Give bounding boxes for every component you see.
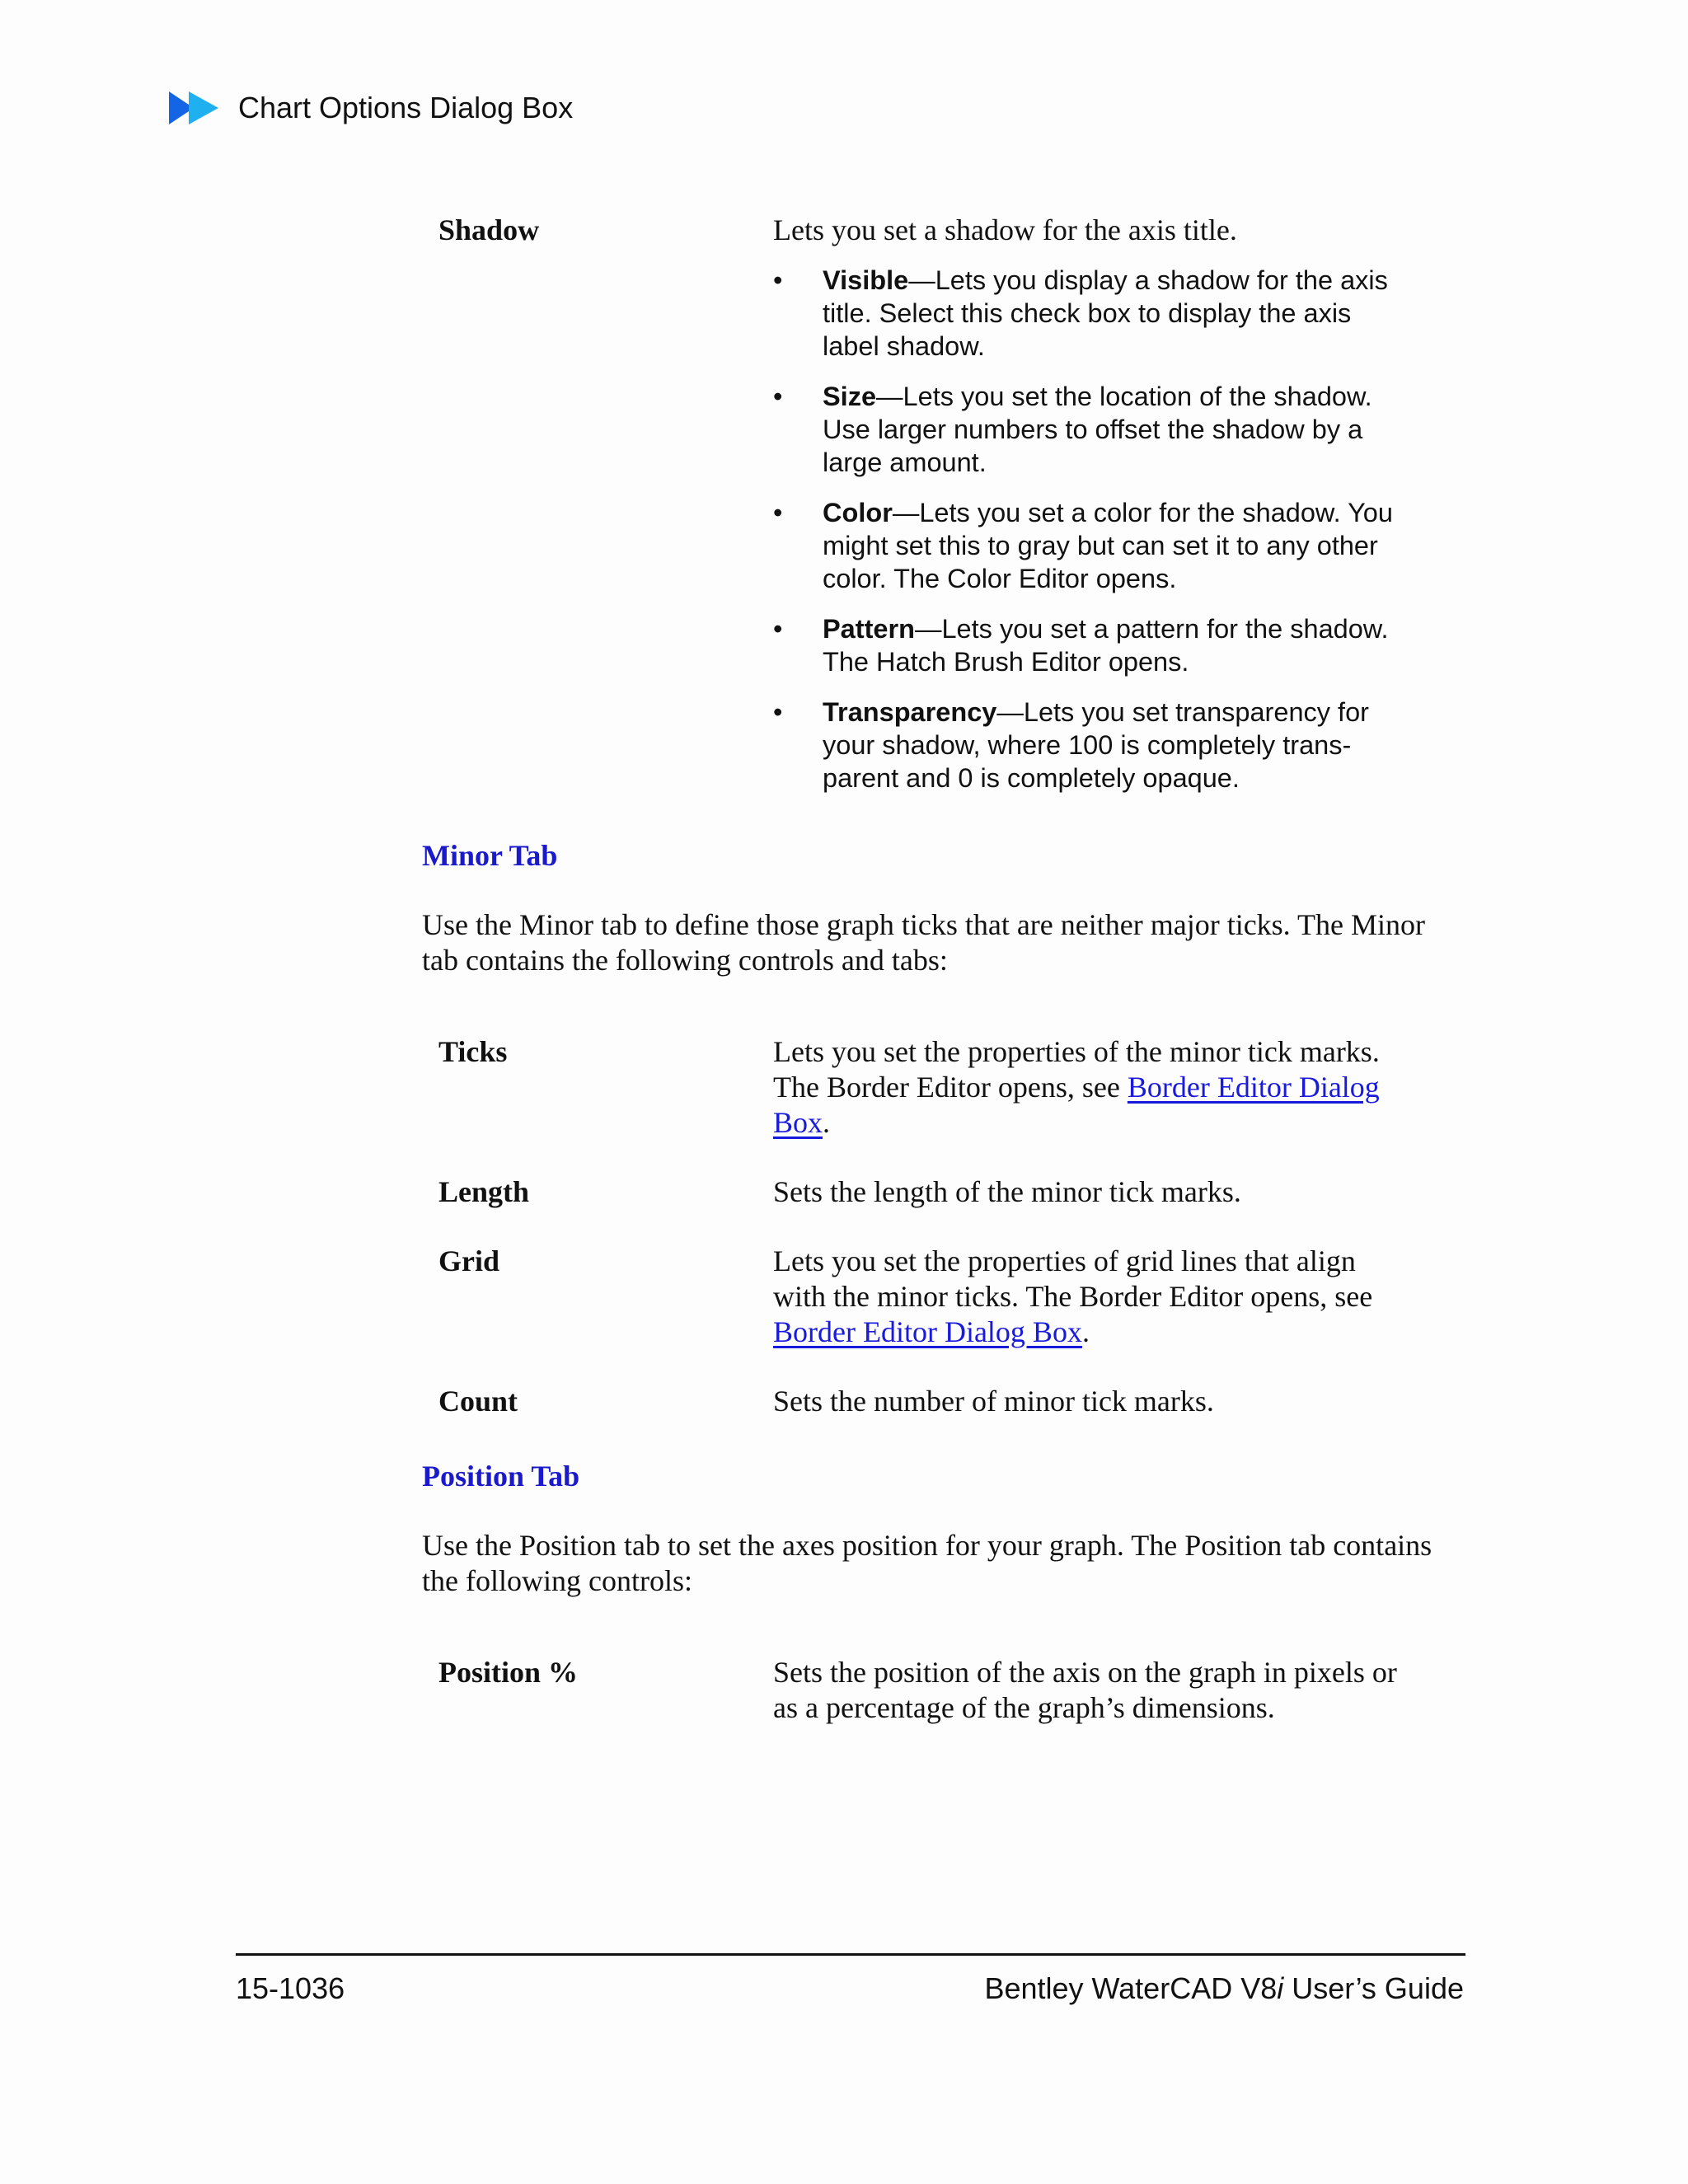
bullet-size: [773, 380, 1400, 479]
bullet-transparency-term: Transparency: [823, 697, 997, 727]
ticks-text: Lets you set the properties of the minor tick marks. The Border Editor opens, see: [773, 1035, 1380, 1104]
bullet-visible-text: —Lets you display a shadow for the axis title. Select this check box to display the axis label shadow.: [823, 265, 1388, 361]
minor-tab-heading: Minor Tab: [422, 839, 558, 872]
header-title: Chart Options Dialog Box: [238, 91, 574, 124]
term-grid: Grid: [438, 1244, 500, 1277]
grid-text-end: .: [1081, 1315, 1090, 1348]
bullet-pattern-term: Pattern: [823, 614, 915, 644]
bullet-color-text: —Lets you set a color for the shadow. You might set this to gray but can set it to any other color. The Color Editor opens.: [823, 498, 1393, 593]
bullet-dot: •: [773, 382, 783, 411]
shadow-bullet-list: [773, 264, 1400, 812]
position-tab-heading: Position Tab: [422, 1460, 580, 1493]
guide-title-italic: i: [1277, 1971, 1284, 2005]
bullet-visible: [773, 264, 1400, 363]
bullet-color-term: Color: [823, 498, 893, 527]
ticks-text-end: .: [823, 1106, 831, 1139]
position-tab-intro: Use the Position tab to set the axes position for your graph. The Position tab contains the following controls:: [422, 1529, 1432, 1597]
bullet-pattern-text: —Lets you set a pattern for the shadow. The Hatch Brush Editor opens.: [823, 614, 1389, 677]
term-length: Length: [438, 1175, 530, 1208]
position-description: Sets the position of the axis on the graph in pixels or as a percentage of the graph’s dimensions.: [773, 1656, 1397, 1724]
running-header: [169, 89, 573, 127]
bullet-visible-term: Visible: [823, 265, 909, 295]
page-number: 15-1036: [236, 1971, 345, 2005]
minor-tab-intro: Use the Minor tab to define those graph ticks that are neither major ticks. The Minor tab contains the following controls and tabs:: [422, 908, 1426, 977]
double-arrow-icon: [169, 90, 222, 126]
border-editor-link[interactable]: Border Editor Dialog Box: [773, 1315, 1082, 1348]
count-description: Sets the number of minor tick marks.: [773, 1385, 1214, 1418]
bullet-dot: •: [773, 697, 783, 727]
bullet-transparency: [773, 696, 1400, 794]
term-position: Position %: [438, 1656, 579, 1689]
bullet-transparency-text: —Lets you set transparency for your shadow, where 100 is completely transparent and 0 is completely opaque.: [823, 697, 1369, 793]
bullet-pattern: [773, 612, 1400, 678]
bullet-color: [773, 496, 1400, 595]
footer-divider: [236, 1953, 1465, 1956]
term-ticks: Ticks: [438, 1035, 508, 1068]
length-description: Sets the length of the minor tick marks.: [773, 1175, 1241, 1208]
bullet-dot: •: [773, 498, 783, 527]
guide-title: [984, 1971, 1464, 2006]
term-count: Count: [438, 1385, 518, 1418]
bullet-size-term: Size: [823, 382, 877, 411]
ticks-description: [773, 1034, 1400, 1141]
grid-description: [773, 1244, 1400, 1350]
bullet-dot: •: [773, 265, 783, 295]
grid-text: Lets you set the properties of grid lines that align with the minor ticks. The Border Editor opens, see: [773, 1244, 1373, 1313]
term-shadow: Shadow: [438, 213, 540, 246]
shadow-description: Lets you set a shadow for the axis title.: [773, 213, 1237, 246]
bullet-dot: •: [773, 614, 783, 644]
bullet-size-text: —Lets you set the location of the shadow. Use larger numbers to offset the shadow by a large amount.: [823, 382, 1372, 477]
guide-title-prefix: Bentley WaterCAD V8: [984, 1971, 1278, 2005]
guide-title-suffix: User’s Guide: [1283, 1971, 1464, 2005]
border-editor-link[interactable]: Border Editor Dialog Box: [773, 1071, 1380, 1139]
